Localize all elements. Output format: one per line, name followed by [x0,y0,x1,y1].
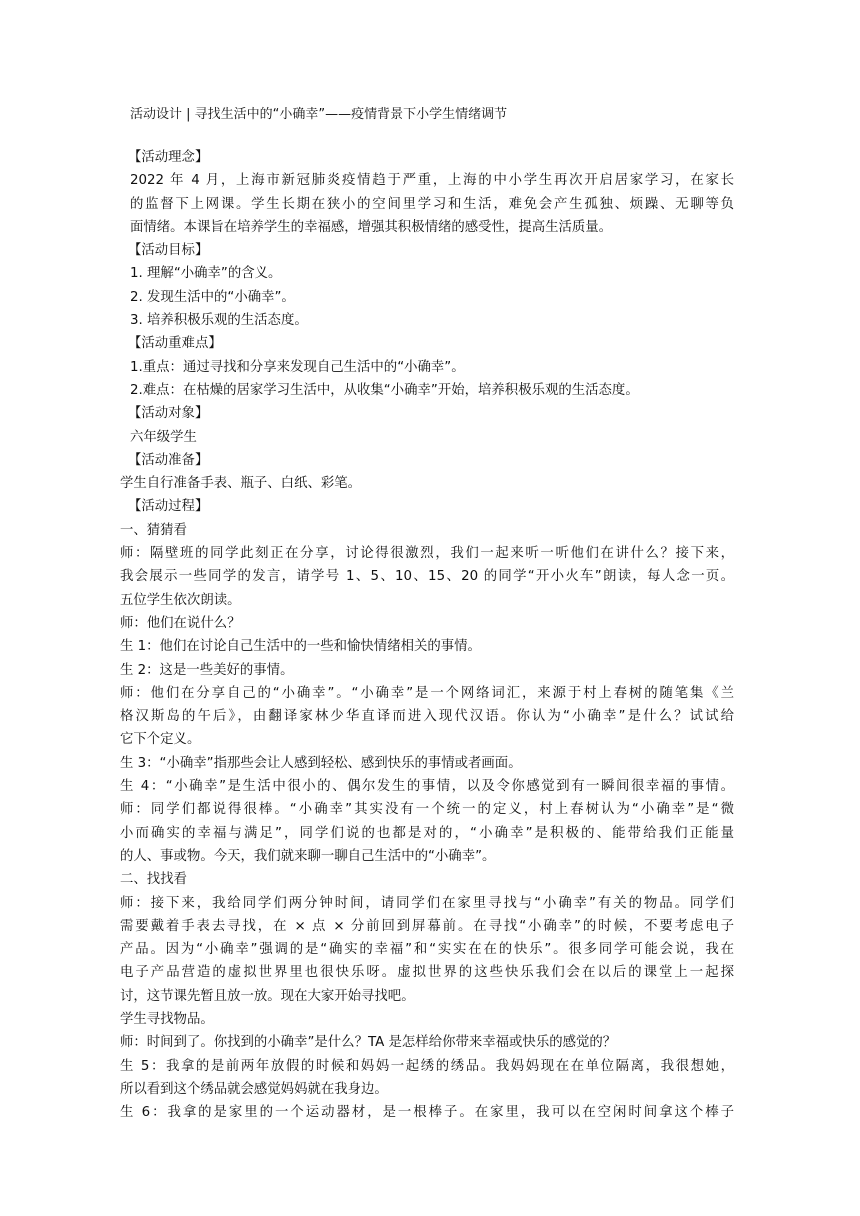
paragraph-line: 它下个定义。 [120,732,201,748]
paragraph-line: 师：他们在分享自己的“小确幸”。“小确幸”是一个网络词汇，来源于村上春树的随笔集《兰 [120,685,734,701]
paragraph-line: 的人、事或物。今天，我们就来聊一聊自己生活中的“小确幸”。 [120,848,496,864]
heading-process: 【活动过程】 [128,499,209,515]
paragraph-line: 电子产品营造的虚拟世界里也很快乐呀。虚拟世界的这些快乐我们会在以后的课堂上一起探 [120,965,734,981]
heading-concept: 【活动理念】 [128,150,209,165]
paragraph-line: 生 2：这是一些美好的事情。 [120,662,294,678]
list-item: 2. 发现生活中的“小确幸”。 [130,289,295,305]
paragraph-line: 我会展示一些同学的发言，请学号 1、5、10、15、20 的同学“开小火车”朗读，每人念一页。 [120,569,734,585]
paragraph-line: 生 1：他们在讨论自己生活中的一些和愉快情绪相关的事情。 [120,639,481,655]
paragraph-line: 生 3：“小确幸”指那些会让人感到轻松、感到快乐的事情或者画面。 [120,755,522,771]
paragraph-line: 讨，这节课先暂且放一放。现在大家开始寻找吧。 [120,988,415,1004]
paragraph-line: 2022 年 4 月，上海市新冠肺炎疫情趋于严重，上海的中小学生再次开启居家学习，在家长 [130,173,734,189]
paragraph-line: 师：同学们都说得很棒。“小确幸”其实没有一个统一的定义，村上春树认为“小确幸”是“微 [120,802,734,818]
paragraph-line: 学生自行准备手表、瓶子、白纸、彩笔。 [120,476,362,492]
paragraph-line: 六年级学生 [130,429,197,445]
section-heading: 二、找找看 [120,872,187,888]
paragraph-line: 生 4：“小确幸”是生活中很小的、偶尔发生的事情，以及令你感觉到有一瞬间很幸福的事情。 [120,779,734,795]
paragraph-line: 生 5：我拿的是前两年放假的时候和妈妈一起绣的绣品。我妈妈现在在单位隔离，我很想她， [120,1058,734,1074]
paragraph-line: 师：时间到了。你找到的小确幸”是什么？TA 是怎样给你带来幸福或快乐的感觉的？ [120,1035,617,1051]
document-body [120,146,734,1124]
paragraph-line: 师：他们在说什么？ [120,615,241,631]
document-title: 活动设计 | 寻找生活中的“小确幸”——疫情背景下小学生情绪调节 [130,107,508,122]
paragraph-line: 师：隔壁班的同学此刻正在分享，讨论得很激烈，我们一起来听一听他们在讲什么？接下来， [120,546,734,562]
heading-audience: 【活动对象】 [128,406,209,422]
list-item: 1. 理解“小确幸”的含义。 [130,266,282,282]
section-heading: 一、猜猜看 [120,522,187,538]
paragraph-line: 的监督下上网课。学生长期在狭小的空间里学习和生活，难免会产生孤独、烦躁、无聊等负 [130,196,734,212]
paragraph-line: 产品。因为“小确幸”强调的是“确实的幸福”和“实实在在的快乐”。很多同学可能会说，我在 [120,942,734,958]
paragraph-line: 小而确实的幸福与满足”，同学们说的也都是对的，“小确幸”是积极的、能带给我们正能量 [120,825,734,841]
paragraph-line: 学生寻找物品。 [120,1011,214,1027]
list-item: 2.难点：在枯燥的居家学习生活中，从收集“小确幸”开始，培养积极乐观的生活态度。 [130,382,639,398]
paragraph-line: 五位学生依次朗读。 [120,592,241,608]
list-item: 3. 培养积极乐观的生活态度。 [130,313,308,329]
paragraph-line: 需要戴着手表去寻找，在 × 点 × 分前回到屏幕前。在寻找“小确幸”的时候，不要考虑电子 [120,918,734,934]
heading-goals: 【活动目标】 [128,243,209,259]
heading-preparation: 【活动准备】 [128,452,209,468]
paragraph-line: 生 6：我拿的是家里的一个运动器材，是一根棒子。在家里，我可以在空闲时间拿这个棒子 [120,1105,734,1121]
heading-key-points: 【活动重难点】 [128,336,222,352]
paragraph-line: 所以看到这个绣品就会感觉妈妈就在我身边。 [120,1081,388,1097]
paragraph-line: 格汉斯岛的午后》，由翻译家林少华直译而进入现代汉语。你认为“小确幸”是什么？试试给 [120,709,734,725]
paragraph-line: 面情绪。本课旨在培养学生的幸福感，增强其积极情绪的感受性，提高生活质量。 [130,219,613,235]
list-item: 1.重点：通过寻找和分享来发现自己生活中的“小确幸”。 [130,359,465,375]
paragraph-line: 师：接下来，我给同学们两分钟时间，请同学们在家里寻找与“小确幸”有关的物品。同学们 [120,895,734,911]
